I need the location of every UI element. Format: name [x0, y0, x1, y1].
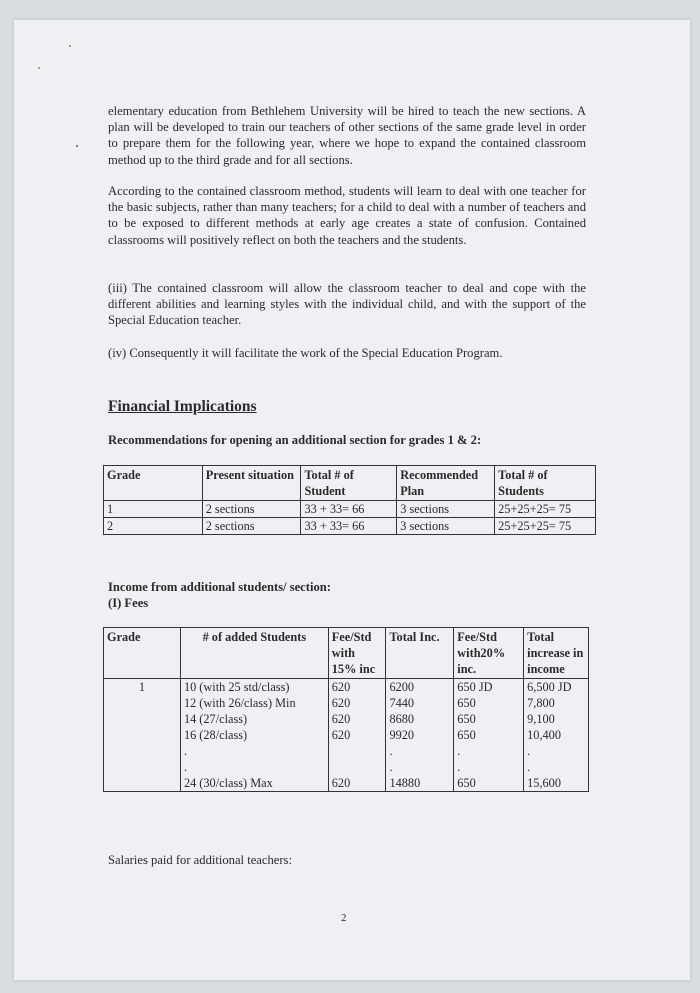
table-row [104, 518, 596, 535]
paragraph-1: elementary education from Bethlehem University will be hired to teach the new sections. A plan will be developed to train our teachers of other sections of the same grade level in order to prepare them for the following year, where we hope to expand the contained classroom method up to the third grade and for all sections. [108, 104, 586, 167]
ellipsis [332, 759, 383, 775]
total-increase-cell [524, 679, 589, 792]
table-cell: 3 sections [397, 518, 495, 535]
page-number: 2 [341, 912, 347, 924]
list-item: 8680 [389, 712, 415, 726]
table-cell: 25+25+25= 75 [495, 501, 596, 518]
ellipsis: . [389, 760, 393, 774]
list-item: 9,100 [527, 712, 555, 726]
list-item: 10,400 [527, 728, 561, 742]
section-heading: Financial Implications [108, 398, 257, 415]
table-row [104, 501, 596, 518]
table-cell: 25+25+25= 75 [495, 518, 596, 535]
grade-cell [104, 679, 181, 792]
list-item: 7,800 [527, 696, 555, 710]
ellipsis: . [389, 744, 393, 758]
ink-speck [38, 67, 40, 69]
list-item: 650 [457, 728, 476, 742]
ellipsis: . [457, 760, 461, 774]
table-cell: 2 sections [202, 501, 301, 518]
list-item: 650 [457, 712, 476, 726]
table-cell: 33 + 33= 66 [301, 518, 397, 535]
header-cell: Fee/Std with20% inc. [454, 628, 524, 679]
header-cell: Present situation [202, 466, 301, 501]
list-item: 620 [331, 728, 351, 742]
header-cell: Grade [104, 466, 203, 501]
fees-title: (I) Fees [108, 596, 149, 610]
list-item: 12 (with 26/class) Min [183, 696, 296, 710]
ellipsis: . [183, 744, 188, 758]
list-item: 15,600 [527, 776, 561, 790]
header-cell: Total # of Students [495, 466, 596, 501]
header-cell: Total increase in income [524, 628, 589, 679]
header-cell: Total Inc. [386, 628, 454, 679]
list-item: 24 (30/class) Max [183, 776, 273, 790]
paragraph-2: According to the contained classroom method, students will learn to deal with one teacher for the basic subjects, rather than many teachers; for a child to deal with a number of teachers and to be exposed to different methods at early age creates a state of confusion. Contained classrooms will positively reflect on both the teachers and the students. [108, 184, 586, 247]
grade-value: 1 [138, 680, 146, 694]
table-header-row [104, 628, 589, 679]
table-cell: 3 sections [397, 501, 495, 518]
income-title: Income from additional students/ section: [108, 580, 331, 594]
total-inc-cell [386, 679, 454, 792]
list-item: 9920 [389, 728, 415, 742]
table-cell: 33 + 33= 66 [301, 501, 397, 518]
list-item: 620 [331, 776, 351, 790]
header-cell: Recommended Plan [397, 466, 495, 501]
ellipsis: . [457, 744, 461, 758]
ink-speck [76, 145, 78, 147]
ellipsis: . [527, 760, 531, 774]
table-row [104, 679, 589, 792]
list-item: 16 (28/class) [183, 728, 248, 742]
paragraph-4: (iv) Consequently it will facilitate the work of the Special Education Program. [108, 346, 503, 360]
ellipsis: . [183, 760, 188, 774]
header-cell: # of added Students [180, 628, 328, 679]
ellipsis [332, 743, 383, 759]
ellipsis: . [527, 744, 531, 758]
list-item: 14 (27/class) [183, 712, 248, 726]
header-cell: Fee/Std with 15% inc [328, 628, 386, 679]
list-item: 6200 [389, 680, 415, 694]
header-cell: Grade [104, 628, 181, 679]
list-item: 650 [457, 776, 476, 790]
ink-speck [69, 45, 71, 47]
added-students-cell [180, 679, 328, 792]
list-item: 620 [331, 696, 351, 710]
salaries-label: Salaries paid for additional teachers: [108, 853, 292, 867]
table-cell: 2 sections [202, 518, 301, 535]
list-item: 620 [331, 680, 351, 694]
table-cell: 2 [104, 518, 203, 535]
list-item: 6,500 JD [527, 680, 572, 694]
fee15-cell [328, 679, 386, 792]
list-item: 650 JD [457, 680, 493, 694]
list-item: 7440 [389, 696, 415, 710]
header-cell: Total # of Student [301, 466, 397, 501]
table-cell: 1 [104, 501, 203, 518]
fee20-cell [454, 679, 524, 792]
recommendations-table [103, 465, 596, 535]
list-item: 650 [457, 696, 476, 710]
fees-table [103, 627, 589, 792]
recommendations-title: Recommendations for opening an additional section for grades 1 & 2: [108, 433, 482, 447]
paragraph-3: (iii) The contained classroom will allow the classroom teacher to deal and cope with the different abilities and learning styles with the individual child, and with the support of the Special Education teacher. [108, 281, 586, 328]
list-item: 10 (with 25 std/class) [183, 680, 290, 694]
list-item: 14880 [389, 776, 421, 790]
list-item: 620 [331, 712, 351, 726]
table-header-row [104, 466, 596, 501]
